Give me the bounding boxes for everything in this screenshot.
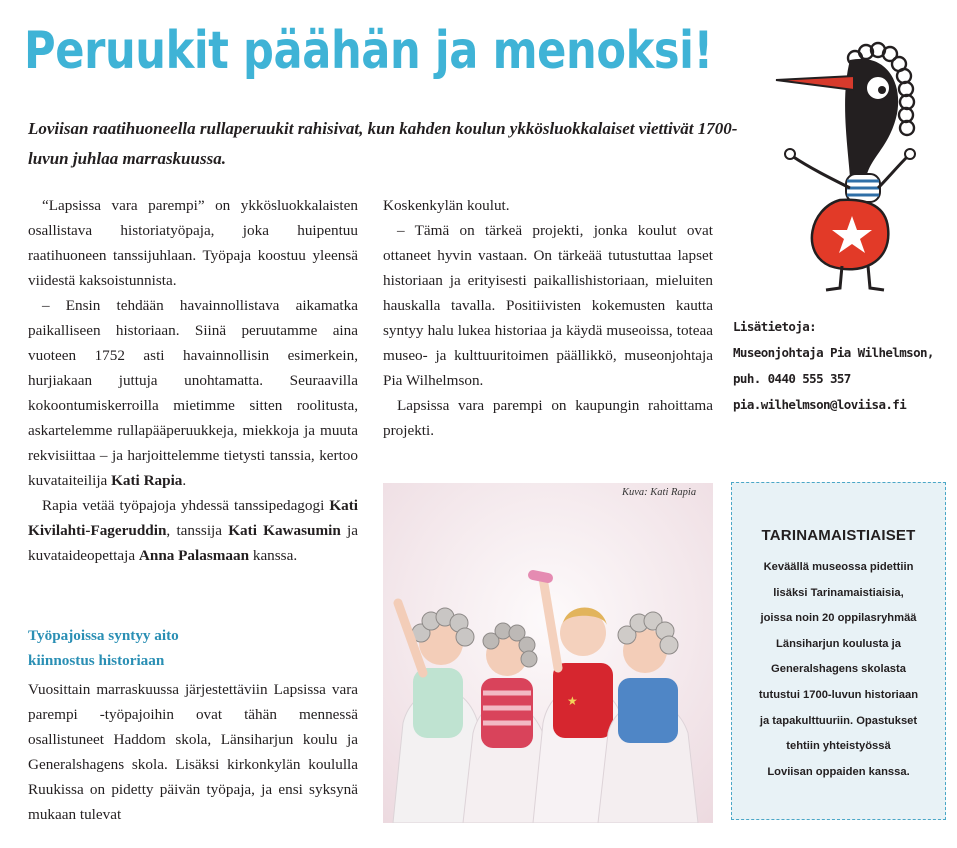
artist-name: Kati Rapia [111,472,183,489]
photo-credit: Kuva: Kati Rapia [622,487,697,498]
article-paragraph-1: “Lapsissa vara parempi” on ykkösluokkalaisten osallistava historiatyöpaja, joka huipentuu raatihuoneen tanssijuhlaan. Työpaja koostuu yleensä viidestä kaksoistunnista. [28,197,358,289]
subheading-line-2: kiinnostus historiaan [28,652,165,669]
factbox-line: lisäksi Tarinamaistiaisia, [773,586,904,599]
factbox-line: tehtiin yhteistyössä [786,740,891,753]
contact-phone: puh. 0440 555 357 [733,371,851,386]
article-column-1-bottom [28,677,358,827]
article-column-1 [28,193,358,568]
contact-email[interactable]: pia.wilhelmson@loviisa.fi [733,397,907,412]
factbox-title: TARINAMAISTIAISET [761,527,916,544]
contact-name: Museonjohtaja Pia Wilhelmson, [733,345,934,360]
lead-paragraph: Loviisan raatihuoneella rullaperuukit rahisivat, kun kahden koulun ykkösluokkalaiset viettivät 1700-luvun juhlaa marraskuussa. [28,119,738,168]
contact-label: Lisätietoja: [733,319,817,334]
art-teacher-name: Anna Palasmaan [138,547,250,564]
factbox-line: Generalshagens skolasta [771,663,906,676]
factbox-line: ja tapakulttuuriin. Opastukset [759,714,918,727]
children-photo [383,483,713,823]
subheading [28,623,358,673]
paragraph-3-text-d: kanssa. [249,547,298,564]
dancer-name: Kati Kawasumin [228,522,341,539]
subheading-line-1: Työpajoissa syntyy aito [28,627,179,644]
bird-mascot-illustration [770,38,920,298]
paragraph-2-end: . [182,472,187,489]
paragraph-3-text-a: Rapia vetää työpajoja yhdessä tanssipedagogi [42,497,330,514]
paragraph-3-text-c: ja kuvataideopettaja [28,522,358,564]
factbox-line: joissa noin 20 oppilasryhmää [760,612,917,625]
factbox [731,482,946,820]
factbox-line: Keväällä museossa pidettiin [763,561,914,573]
article-paragraph-2 [28,293,358,493]
factbox-line: tutustui 1700-luvun historiaan [758,688,919,701]
headline: Peruukit päähän ja menoksi! [24,21,713,81]
article-column-2 [383,193,713,443]
contact-info [733,314,953,418]
svg-text:★: ★ [567,694,578,708]
article-paragraph-4: Vuosittain marraskuussa järjestettäviin Lapsissa vara parempi -työpajoihin ovat tähän mennessä osallistuneet Haddom skola, Länsiharjun koulu ja Generalshagens skola. Lisäksi kirkonkylän koululla Ruukissa on pidetty päivän työpaja, ja ensi syksynä mukaan tulevat [28,681,358,823]
paragraph-3-text-b: , tanssija [166,522,229,539]
factbox-line: Länsiharjun koulusta ja [776,637,901,650]
paragraph-2-text: – Ensin tehdään havainnollistava aikamatka paikalliseen historiaan. Siinä peruutamme aina vuoteen 1752 asti havainnollisin esimerkein, hurjiakaan juttuja unohtamatta. Seuraavilla kokoontumiskerroilla mietimme sitten roolitusta, askartelemme rullapääperuukkeja, miekkoja ja muuta rekvisiittaa – ja harjoittelemme tietysti tanssia, kertoo kuvataiteilija [28,297,358,489]
article-paragraph-3 [28,493,358,568]
factbox-text [738,555,939,785]
article-paragraph-6: – Tämä on tärkeä projekti, jonka koulut ovat ottaneet hyvin vastaan. On tärkeää tutustuttaa lapset historiaan ja erityisesti paikallishistoriaan, mieluiten hauskalla tavalla. Positiivisten kokemusten kautta syntyy halu lukea historiaa ja käydä museoissa, toteaa museo- ja kulttuuritoimen päällikkö, museonjohtaja Pia Wilhelmson. [383,222,713,389]
article-paragraph-7: Lapsissa vara parempi on kaupungin rahoittama projekti. [383,397,713,439]
factbox-line: Loviisan oppaiden kanssa. [767,765,910,778]
children-photo-illustration [383,483,713,823]
pedagogue-name: Kati Kivilahti-Fageruddin [28,497,358,539]
article-paragraph-5: Koskenkylän koulut. [383,197,510,214]
